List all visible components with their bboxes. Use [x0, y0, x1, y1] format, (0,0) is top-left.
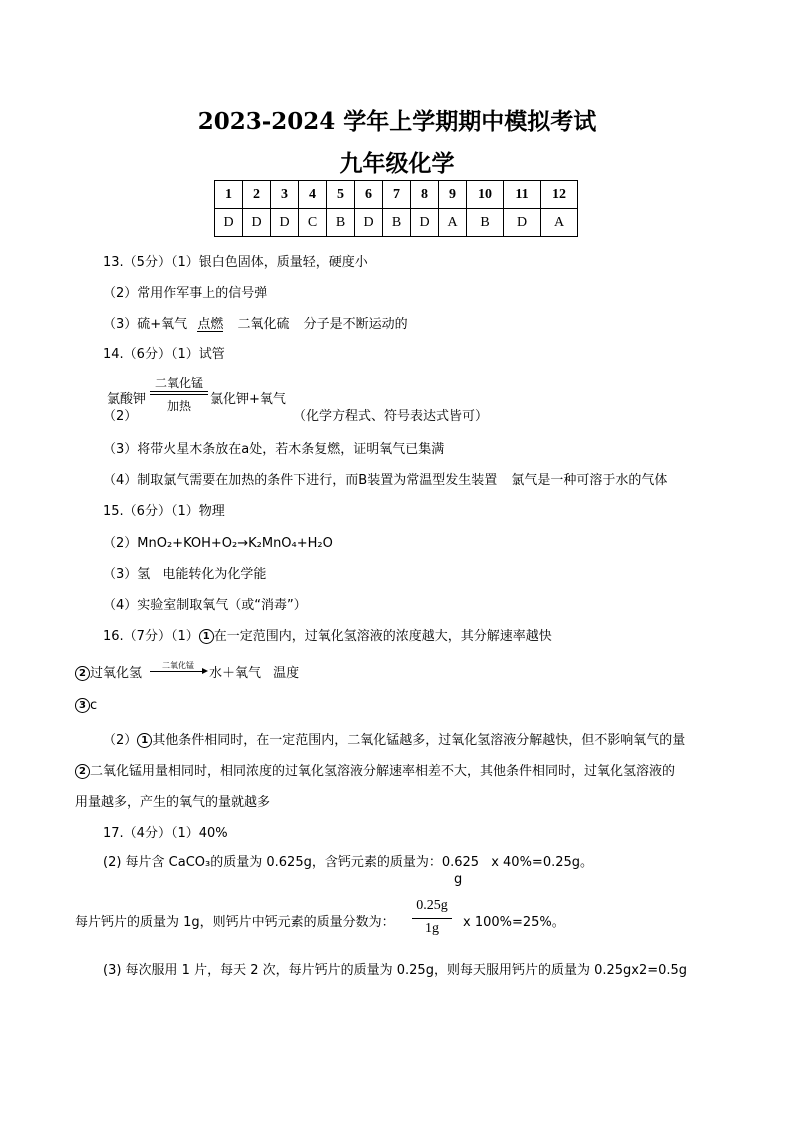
q16-line6: 用量越多，产生的氧气的量就越多 [75, 795, 271, 810]
q16-line4-text: 其他条件相同时，在一定范围内，二氧化锰越多，过氧化氢溶液分解越快，但不影响氧气的量 [152, 733, 686, 748]
q14-eq-arrow [150, 391, 208, 392]
q17-line2-text: (2) 每片含 CaCO₃的质量为 0.625g，含钙元素的质量为：0.625 [103, 855, 480, 870]
answer-cell: B [467, 209, 504, 237]
question-number-cell: 2 [243, 181, 271, 209]
q17-fraction-numerator: 0.25g [416, 898, 448, 913]
circled-number-3: 3 [75, 698, 90, 713]
question-number-cell: 7 [383, 181, 411, 209]
q14-eq-heat: 加热 [166, 399, 191, 413]
q17-line2-unit: g [454, 872, 463, 887]
q14-eq-right: 氯化钾+氧气 [210, 392, 286, 407]
q16-eq-catalyst: 二氧化锰 [162, 661, 194, 670]
q16-line4 [103, 729, 685, 748]
q15-line3-part2: 电能转化为化学能 [162, 567, 267, 582]
answer-cell: A [439, 209, 467, 237]
question-number-cell: 4 [299, 181, 327, 209]
q17-line2-result: x 40%=0.25g。 [491, 855, 594, 870]
q14-eq-note: （化学方程式、符号表达式皆可） [293, 409, 489, 424]
circled-number-1-second: 1 [137, 733, 152, 748]
q14-line4 [103, 469, 667, 488]
q16-line4-prefix: （2） [103, 733, 138, 748]
answer-table-number-row [215, 181, 578, 209]
q15-line2: （2）MnO₂+KOH+O₂→K₂MnO₄+H₂O [103, 536, 333, 551]
q15-line3-part1: （3）氢 [103, 567, 151, 582]
question-number-cell: 5 [327, 181, 355, 209]
q16-line1-text: 在一定范围内，过氧化氢溶液的浓度越大，其分解速率越快 [213, 629, 552, 644]
page-title: 2023-2024 学年上学期期中模拟考试 [197, 108, 597, 135]
q16-eq-right: 水＋氧气 [209, 666, 262, 681]
q14-line1: 14.（6分）（1）试管 [103, 347, 225, 362]
q14-line3: （3）将带火星木条放在a处，若木条复燃，证明氧气已集满 [103, 442, 445, 457]
question-number-cell: 10 [467, 181, 504, 209]
answer-cell: C [299, 209, 327, 237]
q15-line3 [103, 563, 266, 582]
answer-cell: B [383, 209, 411, 237]
question-number-cell: 8 [411, 181, 439, 209]
q17-line2 [103, 851, 593, 870]
question-number-cell: 12 [541, 181, 578, 209]
q16-line3 [75, 698, 97, 713]
q16-eq-extra: 温度 [273, 666, 300, 681]
q16-line5-text: 二氧化锰用量相同时，相同浓度的过氧化氢溶液分解速率相差不大，其他条件相同时，过氧化氢溶液的 [90, 764, 676, 779]
q14-eq-label: （2） [103, 409, 138, 424]
q16-eq-left: 过氧化氢 [90, 666, 143, 681]
question-number-cell: 9 [439, 181, 467, 209]
circled-number-2: 2 [75, 666, 90, 681]
q16-line1-prefix: 16.（7分）（1） [103, 629, 199, 644]
q14-line4-part1: （4）制取氯气需要在加热的条件下进行，而B装置为常温型发生装置 [103, 473, 498, 488]
page-subtitle: 九年级化学 [339, 150, 455, 177]
q16-eq-right-group [209, 662, 299, 681]
q17-line3-result: x 100%=25%。 [463, 915, 565, 930]
answer-cell: A [541, 209, 578, 237]
question-number-cell: 11 [504, 181, 541, 209]
q16-line3-text: c [90, 698, 98, 713]
q13-eq-condition: 点燃 [197, 317, 224, 332]
q17-fraction-denominator: 1g [425, 921, 439, 936]
q16-line2 [75, 662, 142, 681]
q16-eq-arrow-head [202, 668, 208, 674]
q17-line3-text: 每片钙片的质量为 1g，则钙片中钙元素的质量分数为： [75, 915, 395, 930]
q15-line1: 15.（6分）（1）物理 [103, 504, 225, 519]
answer-cell: D [243, 209, 271, 237]
question-number-cell: 3 [271, 181, 299, 209]
q17-line4: (3) 每次服用 1 片，每天 2 次，每片钙片的质量为 0.25g，则每天服用钙片的质量为 0.25gx2=0.5g [103, 963, 688, 978]
question-number-cell: 1 [215, 181, 243, 209]
answer-cell: D [411, 209, 439, 237]
answer-cell: B [327, 209, 355, 237]
answer-cell: D [355, 209, 383, 237]
q16-eq-arrow-shaft [150, 671, 206, 672]
q13-eq-right: 二氧化硫 [237, 317, 290, 332]
circled-number-1: 1 [199, 629, 214, 644]
answer-table-answer-row [215, 209, 578, 237]
circled-number-2-second: 2 [75, 764, 90, 779]
q17-fraction-bar [412, 918, 452, 919]
q14-eq-catalyst: 二氧化锰 [154, 376, 203, 390]
answer-cell: D [271, 209, 299, 237]
answer-cell: D [215, 209, 243, 237]
q15-line4: （4）实验室制取氧气（或“消毒”） [103, 598, 307, 613]
q13-line1: 13.（5分）（1）银白色固体，质量轻，硬度小 [103, 255, 368, 270]
answer-table [214, 180, 578, 237]
q17-line1: 17.（4分）（1）40% [103, 826, 228, 841]
q14-line4-part2: 氯气是一种可溶于水的气体 [511, 473, 668, 488]
q13-eq-left: （3）硫+氧气 [103, 317, 188, 332]
q13-answer-molecules: 分子是不断运动的 [303, 317, 408, 332]
answer-cell: D [504, 209, 541, 237]
q14-eq-arrow-lower [150, 394, 208, 395]
q13-line2: （2）常用作军事上的信号弹 [103, 286, 268, 301]
question-number-cell: 6 [355, 181, 383, 209]
q13-line3 [103, 313, 408, 332]
q16-line5 [75, 760, 675, 779]
q16-line1 [103, 625, 552, 644]
q14-eq-left: 氯酸钾 [107, 392, 147, 407]
